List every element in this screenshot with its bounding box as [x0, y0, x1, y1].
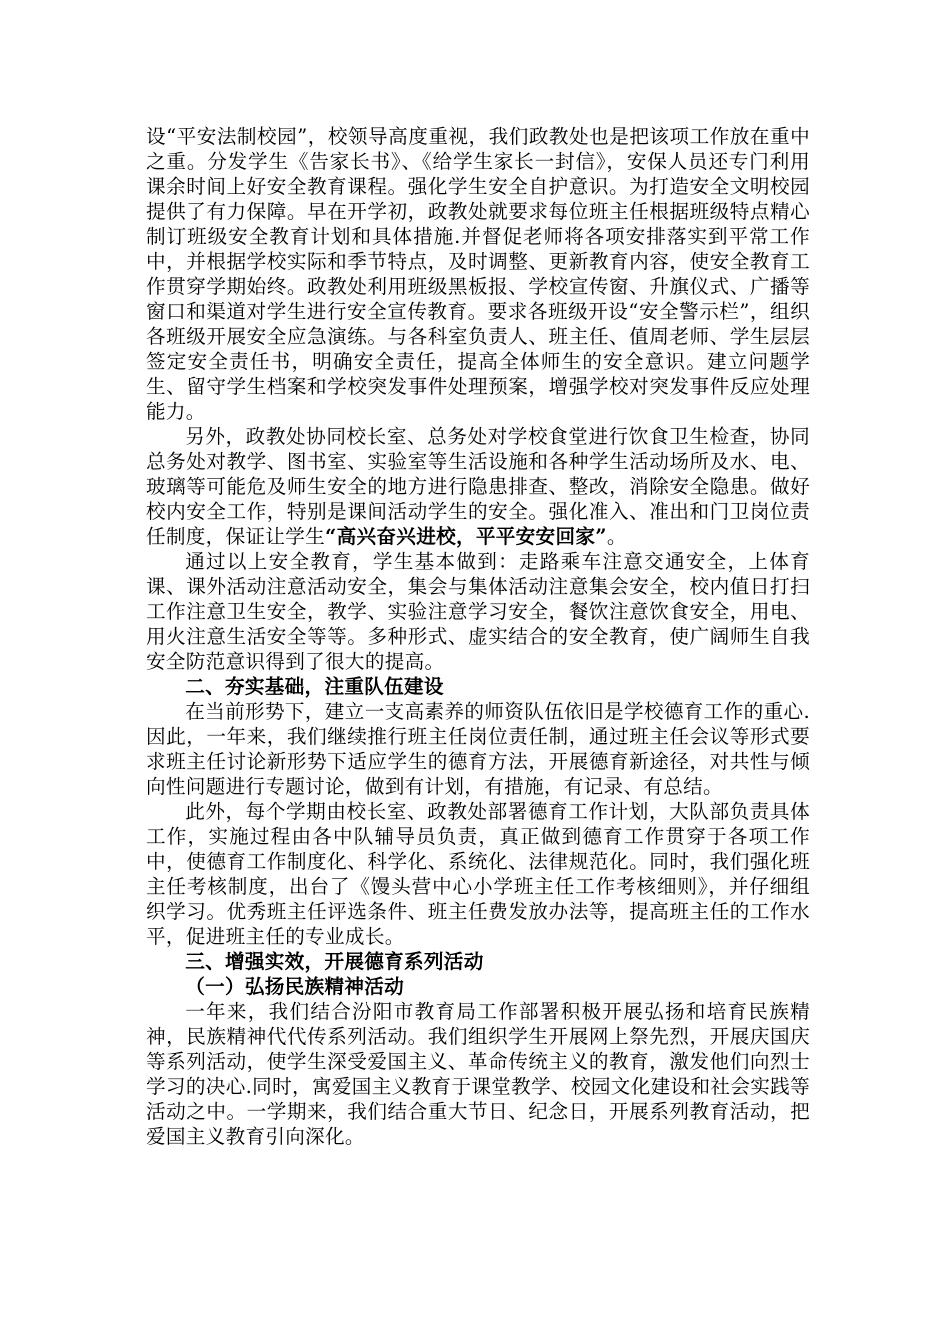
paragraph-safety-results: 通过以上安全教育，学生基本做到：走路乘车注意交通安全，上体育课、课外活动注意活动安全，集会与集体活动注意集会安全，校内值日打扫工作注意卫生安全，教学、实验注意学习安全，餐饮注意饮食安全，用电、用火注意生活安全等等。多种形式、虚实结合的安全教育，使广阔师生自我安全防范意识得到了很大的提高。: [146, 550, 810, 673]
section-heading-3: 三、增强实效，开展德育系列活动: [185, 950, 484, 973]
paragraph-canteen-inspection: [146, 424, 810, 549]
paragraph-national-spirit: 一年来，我们结合汾阳市教育局工作部署积极开展弘扬和培育民族精神，民族精神代代传系列活动。我们组织学生开展网上祭先烈，开展庆国庆等系列活动，使学生深受爱国主义、革命传统主义的教育，激发他们向烈士学习的决心.同时，寓爱国主义教育于课堂教学、校园文化建设和社会实践等活动之中。一学期来，我们结合重大节日、纪念日，开展系列教育活动，把爱国主义教育引向深化。: [146, 1000, 810, 1148]
paragraph-text: 另外，政教处协同校长室、总务处对学校食堂进行饮食卫生检查，协同总务处对教学、图书室、实验室等生活设施和各种学生活动场所及水、电、玻璃等可能危及师生安全的地方进行隐患排查、整改，消除安全隐患。做好校内安全工作，特别是课间活动学生的安全。强化准入、准出和门卫岗位责任制度，保证让学生: [146, 425, 810, 548]
paragraph-teacher-team: 在当前形势下，建立一支高素养的师资队伍依旧是学校德育工作的重心.因此，一年来，我们继续推行班主任岗位责任制，通过班主任会议等形式要求班主任讨论新形势下适应学生的德育方法，开展德育新途径，对共性与倾向性问题进行专题讨论，做到有计划，有措施，有记录、有总结。: [146, 700, 810, 798]
document-page: [146, 124, 810, 1149]
section-heading-2: 二、夯实基础，注重队伍建设: [185, 675, 444, 698]
subsection-heading-1: （一）弘扬民族精神活动: [185, 975, 405, 998]
paragraph-text-end: 。: [606, 525, 627, 548]
paragraph-safety-campaign: 设“平安法制校园”，校领导高度重视，我们政教处也是把该项工作放在重中之重。分发学生《告家长书》、《给学生家长一封信》，安保人员还专门利用课余时间上好安全教育课程。强化学生安全自护意识。为打造安全文明校园提供了有力保障。早在开学初，政教处就要求每位班主任根据班级特点精心制订班级安全教育计划和具体措施.并督促老师将各项安排落实到平常工作中，并根据学校实际和季节特点，及时调整、更新教育内容，使安全教育工作贯穿学期始终。政教处利用班级黑板报、学校宣传窗、升旗仪式、广播等窗口和渠道对学生进行安全宣传教育。要求各班级开设“安全警示栏”，组织各班级开展安全应急演练。与各科室负责人、班主任、值周老师、学生层层签定安全责任书，明确安全责任，提高全体师生的安全意识。建立问题学生、留守学生档案和学校突发事件处理预案，增强学校对突发事件反应处理能力。: [146, 125, 810, 423]
paragraph-moral-plan: 此外，每个学期由校长室、政教处部署德育工作计划，大队部负责具体工作，实施过程由各中队辅导员负责，真正做到德育工作贯穿于各项工作中，使德育工作制度化、科学化、系统化、法律规范化。同时，我们强化班主任考核制度，出台了《馒头营中心小学班主任工作考核细则》，并仔细组织学习。优秀班主任评选条件、班主任费发放办法等，提高班主任的工作水平，促进班主任的专业成长。: [146, 800, 810, 948]
emphasized-slogan: “高兴奋兴进校，平平安安回家”: [325, 525, 607, 548]
